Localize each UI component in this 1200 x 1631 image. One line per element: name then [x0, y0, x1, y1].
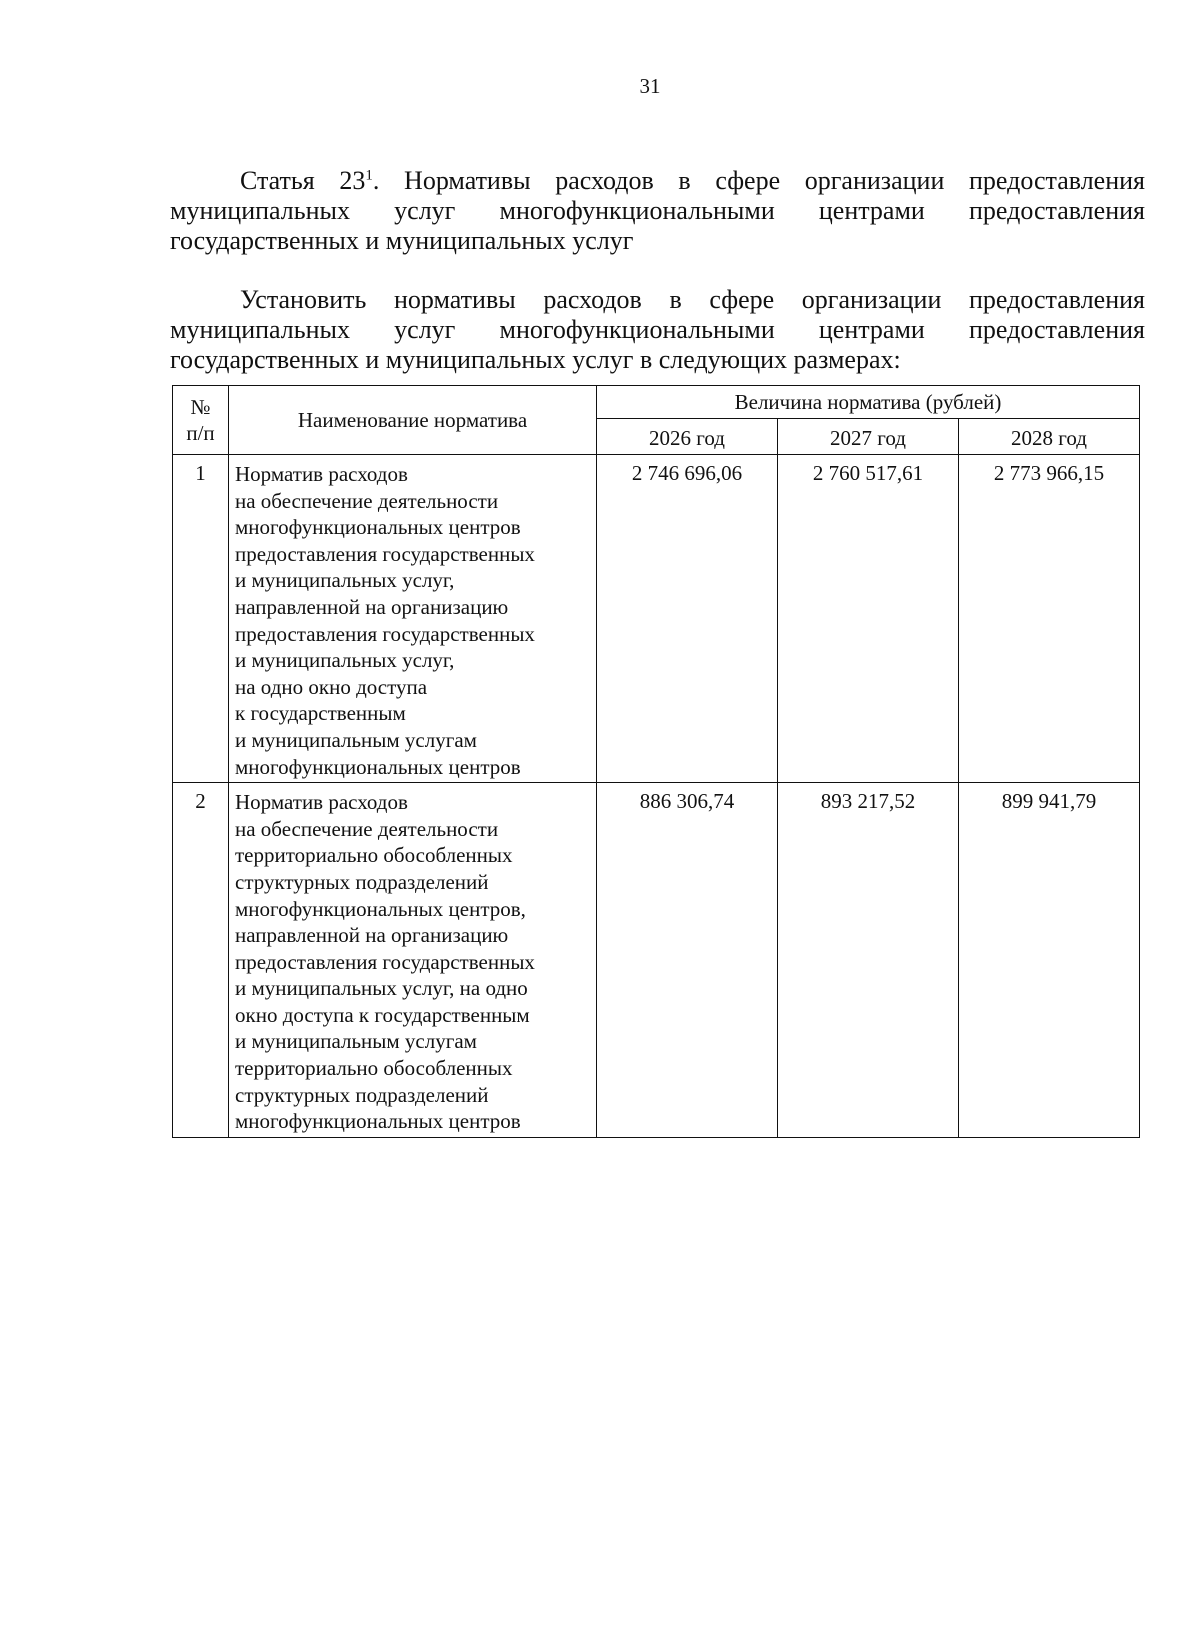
row-name-line: на одно окно доступа [235, 674, 428, 699]
article-title-superscript: 1 [365, 167, 373, 184]
row-name-line: предоставления государственных [235, 621, 535, 646]
intro-paragraph [170, 285, 1145, 375]
value-2026: 2 746 696,06 [597, 455, 778, 783]
page-number: 31 [639, 74, 661, 98]
article-title [170, 166, 1145, 256]
row-number: 1 [173, 455, 229, 783]
header-year-2026: 2026 год [597, 419, 778, 455]
row-name-line: структурных подразделений [235, 869, 489, 894]
row-name-line: многофункциональных центров [235, 754, 521, 779]
article-title-text: . Нормативы расходов в сфере организации предоставления муниципальных услуг многофункциональными центрами предоставления государственных и муниципальных услуг [170, 166, 1145, 255]
row-name-line: на обеспечение деятельности [235, 488, 499, 513]
row-name-line: многофункциональных центров [235, 1109, 521, 1134]
row-name [229, 455, 597, 783]
row-name-line: и муниципальным услугам [235, 727, 477, 752]
header-number [173, 386, 229, 455]
table-row [173, 783, 1140, 1138]
value-2028: 2 773 966,15 [959, 455, 1140, 783]
header-year-2028: 2028 год [959, 419, 1140, 455]
row-name-line: и муниципальных услуг, [235, 568, 455, 593]
header-number-pp: п/п [186, 421, 215, 445]
row-name [229, 783, 597, 1138]
row-name-line: направленной на организацию [235, 923, 509, 948]
row-name-line: структурных подразделений [235, 1082, 489, 1107]
row-name-line: и муниципальным услугам [235, 1029, 477, 1054]
header-year-2027: 2027 год [778, 419, 959, 455]
value-2028: 899 941,79 [959, 783, 1140, 1138]
row-name-line: многофункциональных центров, [235, 896, 526, 921]
row-name-line: и муниципальных услуг, на одно [235, 976, 528, 1001]
header-number-sign: № [190, 395, 211, 419]
header-name: Наименование норматива [229, 386, 597, 455]
intro-text: Установить нормативы расходов в сфере организации предоставления муниципальных услуг многофункциональными центрами предоставления государственных и муниципальных услуг в следующих размерах: [170, 285, 1145, 374]
header-value-group: Величина норматива (рублей) [597, 386, 1140, 419]
article-title-prefix: Статья 23 [240, 166, 366, 195]
row-name-line: направленной на организацию [235, 594, 509, 619]
row-name-line: предоставления государственных [235, 541, 535, 566]
value-2026: 886 306,74 [597, 783, 778, 1138]
row-number: 2 [173, 783, 229, 1138]
value-2027: 2 760 517,61 [778, 455, 959, 783]
table-row [173, 455, 1140, 783]
row-name-line: территориально обособленных [235, 1056, 513, 1081]
row-name-line: окно доступа к государственным [235, 1002, 530, 1027]
row-name-line: предоставления государственных [235, 949, 535, 974]
row-name-line: Норматив расходов [235, 462, 408, 486]
value-2027: 893 217,52 [778, 783, 959, 1138]
row-name-line: и муниципальных услуг, [235, 648, 455, 673]
norms-table [172, 385, 1140, 1138]
row-name-line: многофункциональных центров [235, 515, 521, 540]
row-name-line: к государственным [235, 701, 406, 726]
row-name-line: территориально обособленных [235, 843, 513, 868]
row-name-line: на обеспечение деятельности [235, 816, 499, 841]
row-name-line: Норматив расходов [235, 790, 408, 815]
table-header-row [173, 386, 1140, 419]
